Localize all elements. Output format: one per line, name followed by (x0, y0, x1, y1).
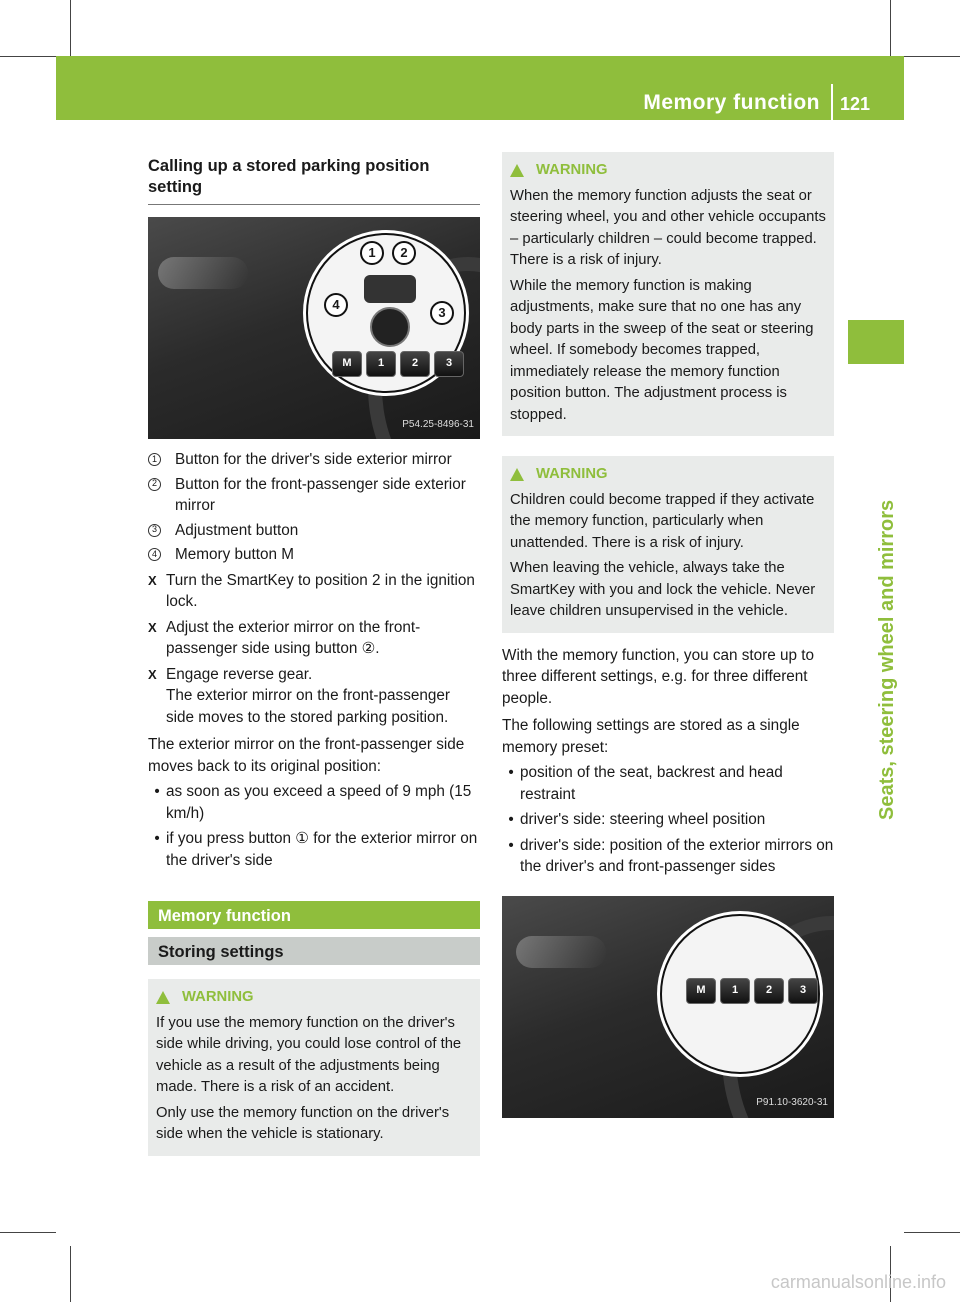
callout-4-icon: 4 (324, 293, 348, 317)
door-handle-image (516, 936, 606, 968)
left-column (148, 156, 480, 1156)
photo-code: P91.10-3620-31 (756, 1097, 828, 1108)
header-title: Memory function (643, 91, 820, 114)
memory-m-button: M (686, 978, 716, 1004)
crop-mark (0, 1232, 56, 1233)
section-heading: Calling up a stored parking position setting (148, 156, 480, 205)
memory-1-button: 1 (720, 978, 750, 1004)
legend-item: 3 Adjustment button (148, 520, 480, 542)
warning-title: WARNING (156, 987, 472, 1009)
warning-icon (510, 164, 524, 177)
crop-mark (904, 56, 960, 57)
warning-title: WARNING (510, 464, 826, 486)
door-control-photo (148, 217, 480, 439)
bullet-item: • if you press button ① for the exterior mirror on the driver's side (154, 830, 478, 869)
bullet-item: • driver's side: steering wheel position (508, 811, 766, 828)
mirror-selector-icon (364, 275, 416, 303)
subsection-title: Storing settings (148, 937, 480, 965)
paragraph: The exterior mirror on the front-passenger side moves back to its original position: (148, 736, 465, 775)
crop-mark (70, 1246, 71, 1302)
memory-3-button: 3 (788, 978, 818, 1004)
warning-text: If you use the memory function on the driver's side while driving, you could lose control of the vehicle as a result of the adjustments being made. There is a risk of an accident. (156, 1014, 462, 1095)
legend-item: 1 Button for the driver's side exterior mirror (148, 449, 480, 471)
warning-box (502, 456, 834, 633)
legend (148, 449, 480, 566)
warning-box (148, 979, 480, 1156)
side-tab-marker (848, 320, 904, 364)
header-divider (831, 84, 833, 120)
memory-buttons-photo (502, 896, 834, 1118)
section-title: Memory function (148, 901, 480, 929)
paragraph: The following settings are stored as a single memory preset: (502, 717, 800, 756)
memory-2-button: 2 (754, 978, 784, 1004)
crop-mark (890, 0, 891, 56)
memory-2-button: 2 (400, 351, 430, 377)
legend-item: 2 Button for the front-passenger side exterior mirror (148, 474, 480, 517)
instruction-step: X Adjust the exterior mirror on the front-passenger side using button ②. (148, 618, 421, 657)
instruction-step: X Engage reverse gear. The exterior mirror on the front-passenger side moves to the stored parking position. (148, 665, 450, 726)
warning-title: WARNING (510, 160, 826, 182)
photo-code: P54.25-8496-31 (402, 418, 474, 430)
memory-m-button: M (332, 351, 362, 377)
page-number: 121 (839, 94, 870, 114)
right-column (502, 152, 834, 1118)
memory-button-row (332, 351, 464, 377)
warning-text: While the memory function is making adjustments, make sure that no one has any body parts in the sweep of the seat or steering wheel. If somebody becomes trapped, immediately release the memory function position button. The adjustment process is stopped. (510, 277, 814, 423)
memory-button-row (686, 978, 818, 1004)
warning-icon (510, 468, 524, 481)
instruction-step: X Turn the SmartKey to position 2 in the ignition lock. (148, 571, 475, 610)
warning-box (502, 152, 834, 436)
paragraph: With the memory function, you can store up to three different settings, e.g. for three different people. (502, 646, 815, 707)
memory-1-button: 1 (366, 351, 396, 377)
warning-text: When the memory function adjusts the seat or steering wheel, you and other vehicle occupants – particularly children – could become trapped. There is a risk of injury. (510, 187, 826, 268)
warning-icon (156, 991, 170, 1004)
memory-3-button: 3 (434, 351, 464, 377)
crop-mark (70, 0, 71, 56)
side-tab-label: Seats, steering wheel and mirrors (876, 499, 898, 820)
bullet-item: • as soon as you exceed a speed of 9 mph (15 km/h) (154, 783, 472, 822)
crop-mark (0, 56, 56, 57)
warning-text: When leaving the vehicle, always take the SmartKey with you and lock the vehicle. Never leave children unsupervised in the vehicle. (510, 560, 816, 619)
warning-text: Children could become trapped if they activate the memory function, particularly when unattended. There is a risk of injury. (510, 491, 815, 551)
door-handle-image (158, 257, 248, 289)
crop-mark (904, 1232, 960, 1233)
warning-text: Only use the memory function on the driver's side when the vehicle is stationary. (156, 1104, 450, 1142)
adjustment-button-icon (370, 307, 410, 347)
legend-item: 4 Memory button M (148, 544, 480, 566)
watermark: carmanualsonline.info (770, 1272, 946, 1292)
bullet-item: • driver's side: position of the exterior mirrors on the driver's and front-passenger sides (508, 836, 834, 875)
callout-3-icon: 3 (430, 301, 454, 325)
bullet-item: • position of the seat, backrest and head restraint (508, 764, 783, 803)
callout-2-icon: 2 (392, 241, 416, 265)
callout-1-icon: 1 (360, 241, 384, 265)
